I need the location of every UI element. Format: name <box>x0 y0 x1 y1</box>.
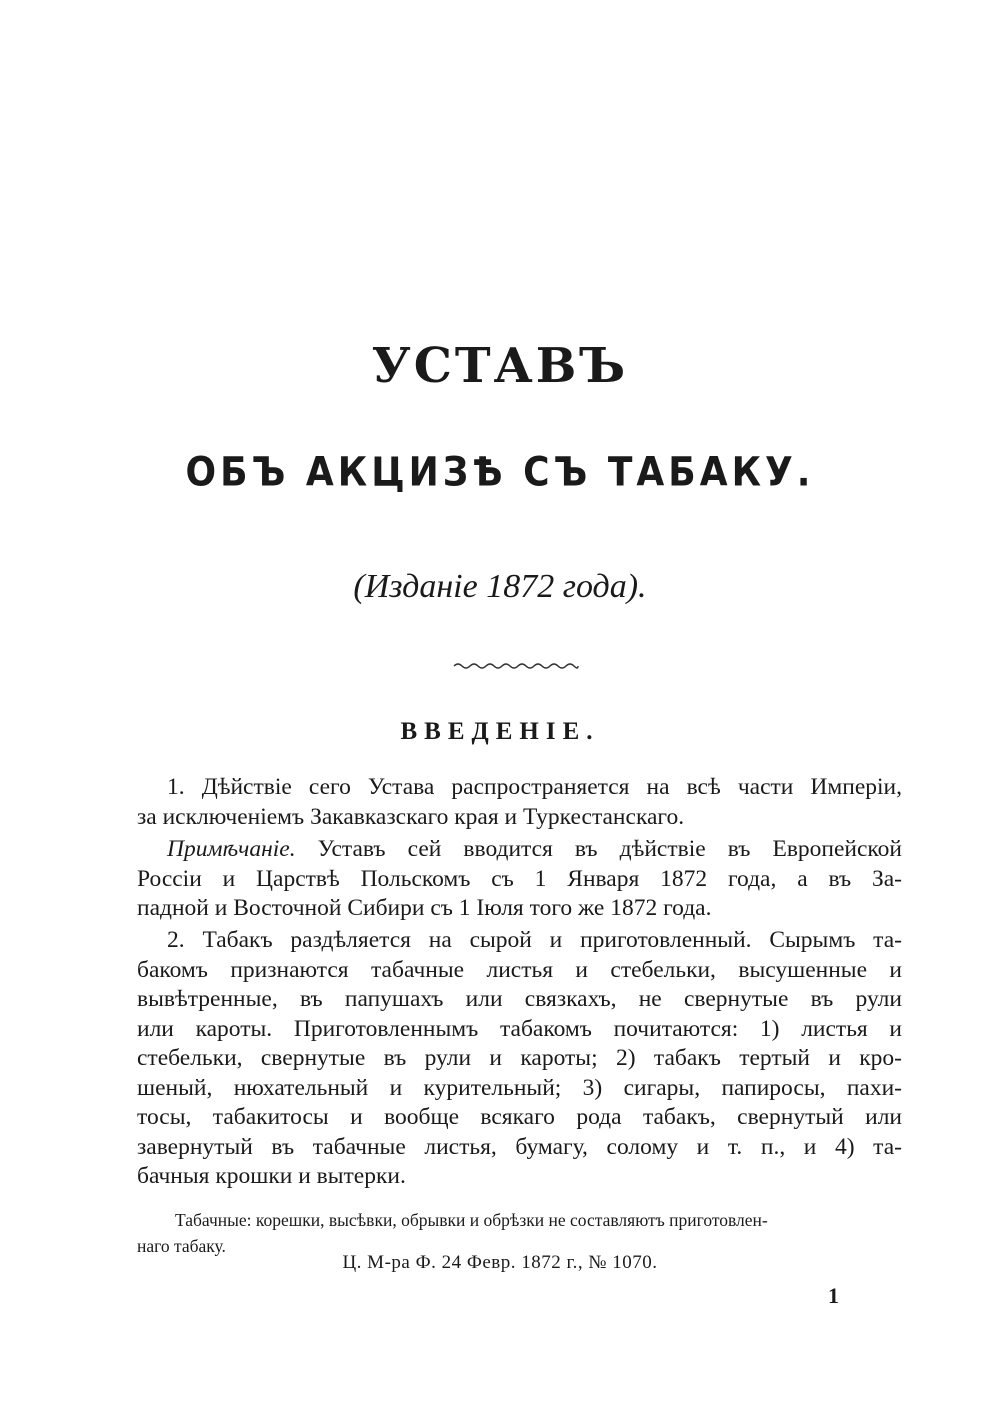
paragraph-2-line: шеный, нюхательный и курительный; 3) сигары, папиросы, пахи- <box>137 1074 902 1101</box>
note-label: Примѣчаніе. <box>167 836 296 862</box>
paragraph-2 <box>137 926 902 1192</box>
paragraph-1-line: за исключеніемъ Закавказскаго края и Туркестанскаго. <box>137 803 685 830</box>
note-line: Россіи и Царствѣ Польскомъ съ 1 Января 1872 года, а въ За- <box>137 865 902 892</box>
paragraph-2-line: тосы, табакитосы и вообще всякаго рода табакъ, свернутый или <box>137 1104 902 1130</box>
paragraph-2-line: бачныя крошки и вытерки. <box>137 1163 406 1189</box>
paragraph-2-line: или кароты. Приготовленнымъ табакомъ почитаются: 1) листья и <box>137 1015 902 1042</box>
paragraph-2-line: стебельки, свернутые въ рули и кароты; 2) табакъ тертый и кро- <box>137 1045 902 1071</box>
paragraph-1-line: 1. Дѣйствіе сего Устава распространяется на всѣ части Имперіи, <box>167 774 902 800</box>
legal-citation: Ц. М-ра Ф. 24 Февр. 1872 г., № 1070. <box>342 1252 658 1273</box>
footnote-line: наго табаку. <box>137 1236 226 1256</box>
section-heading: ВВЕДЕНІЕ. <box>400 718 600 745</box>
note-first-line <box>137 835 902 865</box>
note-paragraph <box>137 835 902 924</box>
note-line: Уставъ сей вводится въ дѣйствіе въ Европейской <box>295 836 902 862</box>
note-line: падной и Восточной Сибири съ 1 Іюля того же 1872 года. <box>137 895 712 921</box>
paragraph-2-line: вывѣтренные, въ папушахъ или связкахъ, не свернутые въ рули <box>137 986 902 1012</box>
paragraph-2-line: бакомъ признаются табачные листья и стебельки, высушенные и <box>137 956 902 983</box>
paragraph-2-line: 2. Табакъ раздѣляется на сырой и приготовленный. Сырымъ та- <box>167 927 902 953</box>
footnote-line: Табачные: корешки, высѣвки, обрывки и обрѣзки не составляютъ приготовлен- <box>175 1210 768 1230</box>
paragraph-1 <box>137 773 902 832</box>
document-subtitle: ОБЪ АКЦИЗѢ СЪ ТАБАКУ. <box>185 449 815 496</box>
document-title: УСТАВЪ <box>371 338 629 394</box>
paragraph-2-line: завернутый въ табачные листья, бумагу, солому и т. п., и 4) та- <box>137 1133 902 1160</box>
ornamental-divider <box>452 660 580 670</box>
edition-note: (Изданіе 1872 года). <box>353 568 647 605</box>
page-number: 1 <box>828 1283 839 1308</box>
